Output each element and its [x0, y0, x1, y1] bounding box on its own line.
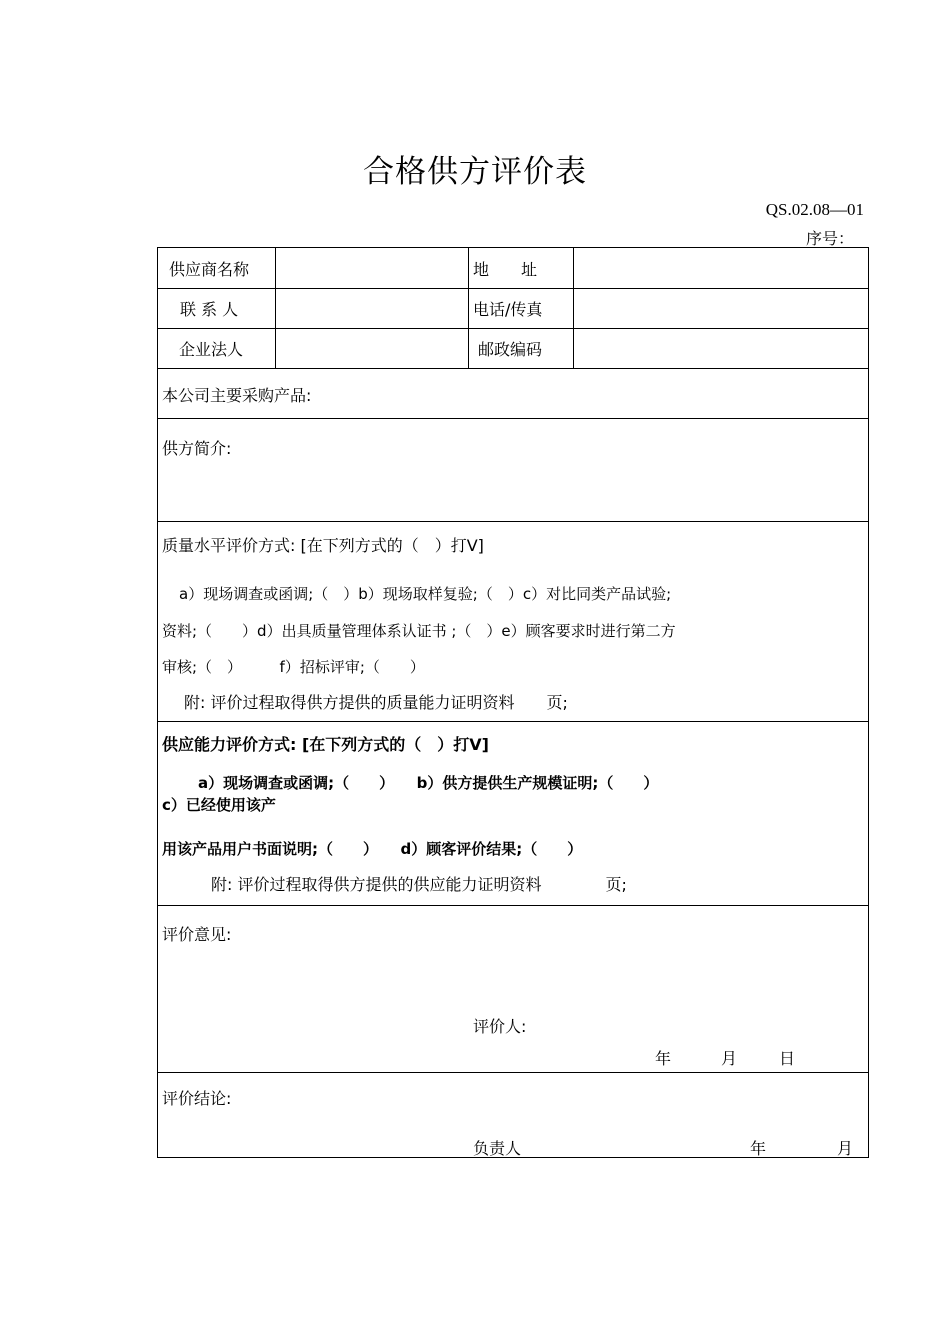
row-divider [158, 721, 868, 722]
contact-label: 联 系 人 [180, 300, 239, 319]
address-label: 地 址 [473, 260, 538, 279]
row-divider [158, 1072, 868, 1073]
supplier-name-field[interactable] [277, 249, 466, 286]
form-title: 合格供方评价表 [363, 154, 587, 190]
profile-label: 供方简介: [162, 439, 232, 458]
conclusion-month-label: 月 [837, 1139, 854, 1158]
quality-option-line: 审核;（ ） f）招标评审;（ ） [162, 658, 425, 676]
products-label: 本公司主要采购产品: [162, 386, 312, 405]
legal-rep-label: 企业法人 [179, 340, 244, 359]
postcode-field[interactable] [575, 329, 866, 366]
capacity-option-line: 用该产品用户书面说明;（ ） d）顾客评价结果;（ ） [162, 840, 583, 858]
quality-method-heading: 质量水平评价方式: [在下列方式的（ ）打V] [162, 536, 484, 555]
legal-rep-field[interactable] [277, 329, 466, 366]
document-code: QS.02.08—01 [765, 200, 864, 219]
conclusion-year-label: 年 [750, 1139, 767, 1158]
address-field[interactable] [575, 249, 866, 286]
evaluation-form [157, 247, 869, 1158]
row-divider [158, 368, 868, 369]
quality-option-line: 资料;（ ）d）出具质量管理体系认证书 ;（ ）e）顾客要求时进行第二方 [162, 622, 676, 640]
serial-number-label: 序号： [805, 229, 854, 248]
postcode-label: 邮政编码 [478, 340, 543, 359]
phone-fax-label: 电话/传真 [473, 300, 543, 319]
opinion-label: 评价意见: [162, 925, 232, 944]
conclusion-label: 评价结论: [162, 1089, 232, 1108]
row-divider [158, 905, 868, 906]
opinion-month-label: 月 [721, 1049, 738, 1068]
opinion-day-label: 日 [779, 1049, 796, 1068]
supplier-name-label: 供应商名称 [169, 260, 250, 279]
contact-field[interactable] [277, 289, 466, 326]
row-divider [158, 418, 868, 419]
capacity-method-heading: 供应能力评价方式: [在下列方式的（ ）打V] [162, 735, 489, 754]
phone-fax-field[interactable] [575, 289, 866, 326]
column-divider [275, 248, 276, 368]
column-divider [468, 248, 469, 368]
capacity-option-line: c）已经使用该产 [162, 796, 276, 814]
responsible-label: 负责人 [473, 1139, 522, 1158]
quality-attachment-note: 附: 评价过程取得供方提供的质量能力证明资料 页; [184, 693, 568, 712]
row-divider [158, 521, 868, 522]
evaluator-label: 评价人: [473, 1017, 527, 1036]
opinion-year-label: 年 [655, 1049, 672, 1068]
capacity-attachment-note: 附: 评价过程取得供方提供的供应能力证明资料 页; [211, 875, 627, 894]
capacity-option-line: a）现场调查或函调;（ ） b）供方提供生产规模证明;（ ） [198, 774, 659, 792]
quality-option-line: a）现场调查或函调;（ ）b）现场取样复验;（ ）c）对比同类产品试验; [179, 585, 672, 603]
column-divider [573, 248, 574, 368]
